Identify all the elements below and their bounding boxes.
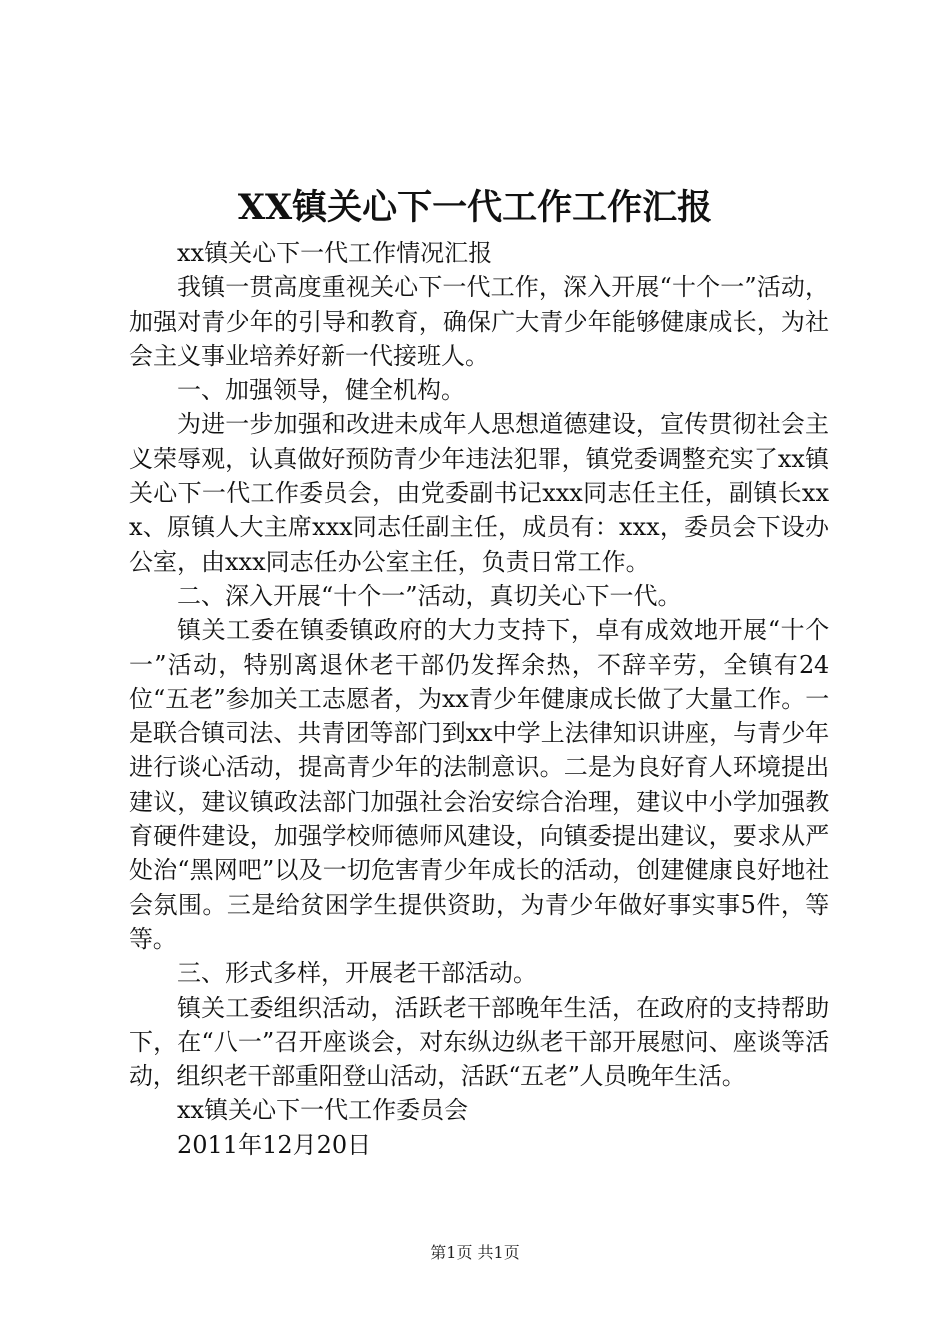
section-3-paragraph: 镇关工委组织活动，活跃老干部晚年生活，在政府的支持帮助下，在“八一”召开座谈会，对东纵边纵老干部开展慰问、座谈等活动，组织老干部重阳登山活动，活跃“五老”人员晚年生活。 <box>129 993 829 1091</box>
section-heading-2: 二、深入开展“十个一”活动，真切关心下一代。 <box>177 581 682 610</box>
report-subtitle: xx镇关心下一代工作情况汇报 <box>177 239 493 267</box>
signature-date: 2011年12月20日 <box>177 1130 372 1159</box>
page-footer: 第1页 共1页 <box>430 1243 520 1262</box>
section-2-paragraph: 镇关工委在镇委镇政府的大力支持下，卓有成效地开展“十个一”活动，特别离退休老干部仍发挥余热，不辞辛劳，全镇有24位“五老”参加关工志愿者，为xx青少年健康成长做了大量工作。一是联合镇司法、共青团等部门到xx中学上法律知识讲座，与青少年进行谈心活动，提高青少年的法制意识。二是为良好育人环境提出建议，建议镇政法部门加强社会治安综合治理，建议中小学加强教育硬件建设，加强学校师德师风建设，向镇委提出建议，要求从严处治“黑网吧”以及一切危害青少年成长的活动，创建健康良好地社会氛围。三是给贫困学生提供资助，为青少年做好事实事5件，等等。 <box>129 616 829 953</box>
document-body <box>129 236 829 1162</box>
section-heading-1: 一、加强领导，健全机构。 <box>177 376 465 405</box>
intro-paragraph: 我镇一贯高度重视关心下一代工作，深入开展“十个一”活动，加强对青少年的引导和教育，确保广大青少年能够健康成长，为社会主义事业培养好新一代接班人。 <box>129 273 829 370</box>
document-title: XX镇关心下一代工作工作汇报 <box>237 187 713 228</box>
section-heading-3: 三、形式多样，开展老干部活动。 <box>177 959 537 988</box>
section-1-paragraph: 为进一步加强和改进未成年人思想道德建设，宣传贯彻社会主义荣辱观，认真做好预防青少年违法犯罪，镇党委调整充实了xx镇关心下一代工作委员会，由党委副书记xxx同志任主任，副镇长xxx、原镇人大主席xxx同志任副主任，成员有：xxx，委员会下设办公室，由xxx同志任办公室主任，负责日常工作。 <box>129 410 829 576</box>
signature-organization: xx镇关心下一代工作委员会 <box>177 1096 469 1125</box>
